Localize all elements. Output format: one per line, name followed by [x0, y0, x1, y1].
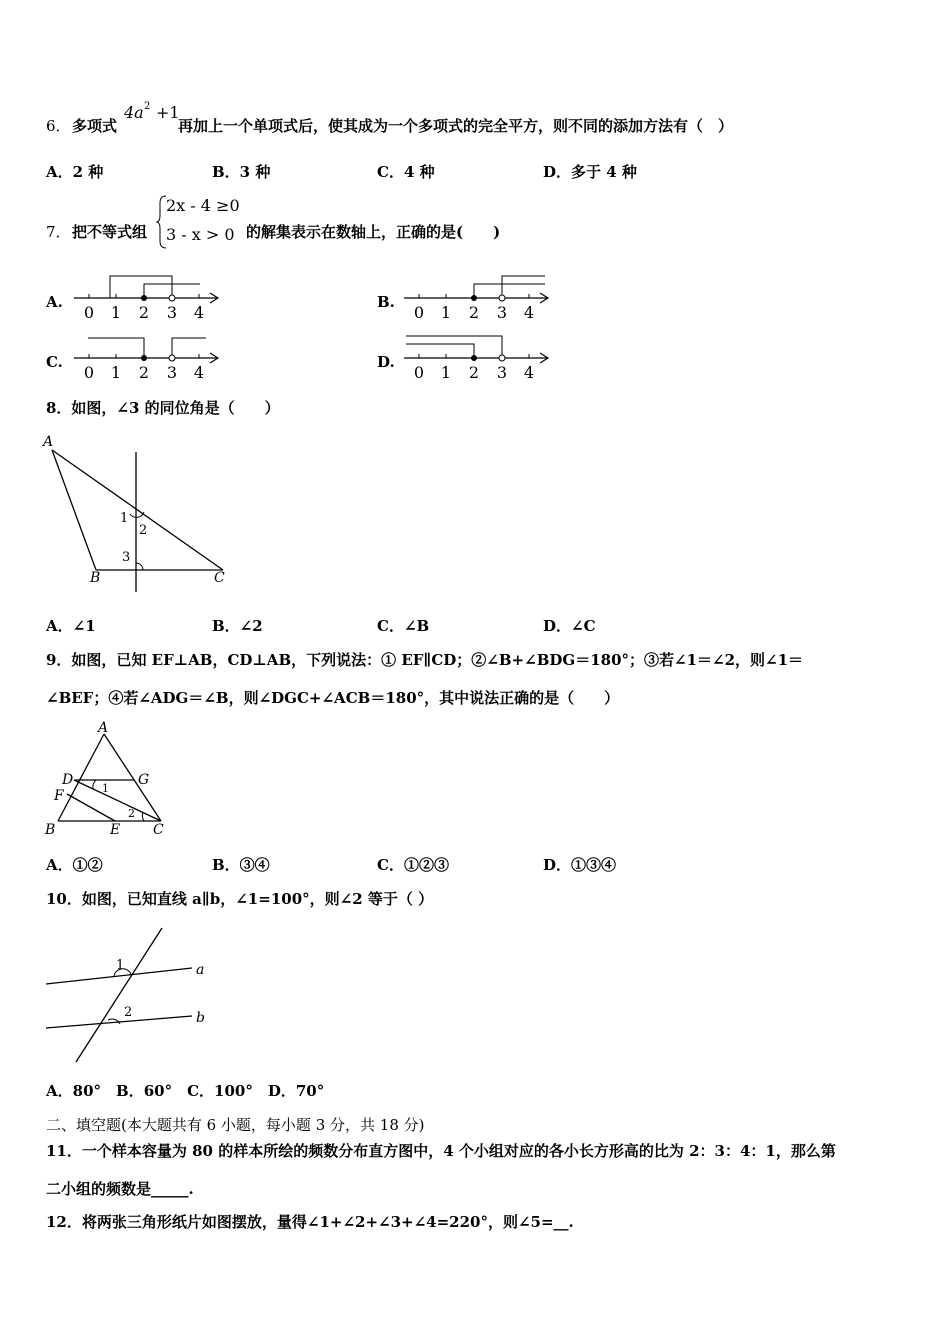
section-heading: 二、填空题(本大题共有 6 小题，每小题 3 分，共 18 分): [46, 1116, 425, 1134]
q6-option-a: A．2 种: [46, 163, 104, 181]
tick-label: 3: [496, 303, 508, 322]
q11-text-line1: 11．一个样本容量为 80 的样本所绘的频数分布直方图中，4 个小组对应的各小长方形高的比为 2：3：4：1，那么第: [46, 1142, 836, 1160]
q7-inequality-1: 2x - 4 ≥0: [166, 196, 240, 215]
tick-label: 1: [110, 363, 122, 382]
fig-label-a: A: [98, 720, 109, 736]
angle-label-1: 1: [102, 782, 109, 795]
q6-option-c: C．4 种: [377, 163, 435, 181]
tick-label: 3: [496, 363, 508, 382]
q7-option-a-label: A.: [46, 293, 63, 311]
tick-label: 1: [110, 303, 122, 322]
number-line-c: [70, 330, 230, 386]
fig-label-c: C: [153, 822, 164, 838]
q9-text-line2: ∠BEF；④若∠ADG＝∠B，则∠DGC+∠ACB＝180°，其中说法正确的是（ ）: [46, 689, 620, 707]
line-label-a: a: [196, 962, 205, 978]
tick-label: 2: [138, 303, 150, 322]
tick-label: 1: [440, 363, 452, 382]
q7-text-post: 的解集表示在数轴上，正确的是( ): [246, 223, 501, 241]
q8-option-c: C．∠B: [377, 617, 430, 635]
tick-label: 0: [413, 363, 425, 382]
angle-label-2: 2: [139, 523, 148, 538]
q7-text-pre: 把不等式组: [72, 223, 148, 241]
q10-text: 10．如图，已知直线 a∥b，∠1=100°，则∠2 等于（ ）: [46, 890, 434, 908]
q9-option-a: A．①②: [46, 856, 103, 874]
angle-label-2: 2: [124, 1005, 133, 1020]
fig-label-b: B: [45, 822, 56, 838]
q9-option-b: B．③④: [212, 856, 270, 874]
q7-option-d-label: D.: [377, 353, 395, 371]
q8-option-d: D．∠C: [543, 617, 596, 635]
q9-text-line1: 9．如图，已知 EF⊥AB，CD⊥AB，下列说法：① EF∥CD；②∠B+∠BDG＝180°；③若∠1＝∠2，则∠1＝: [46, 651, 804, 669]
q8-figure: [40, 430, 240, 590]
number-line-a: [70, 270, 230, 326]
tick-label: 3: [166, 303, 178, 322]
tick-label: 0: [83, 303, 95, 322]
fig-label-c: C: [214, 570, 225, 586]
q7-option-c-label: C.: [46, 353, 63, 371]
tick-label: 0: [413, 303, 425, 322]
tick-label: 4: [523, 363, 535, 382]
tick-label: 1: [440, 303, 452, 322]
q6-number: 6．: [46, 117, 71, 135]
angle-label-1: 1: [116, 958, 125, 973]
fig-label-b: B: [90, 570, 101, 586]
q8-option-a: A．∠1: [46, 617, 96, 635]
q8-text: 8．如图，∠3 的同位角是（ ）: [46, 399, 280, 417]
q6-option-d: D．多于 4 种: [543, 163, 637, 181]
line-label-b: b: [196, 1010, 205, 1026]
q11-text-line2: 二小组的频数是_____.: [46, 1180, 194, 1198]
fig-label-e: E: [110, 822, 121, 838]
angle-label-1: 1: [120, 511, 129, 526]
fig-label-f: F: [54, 788, 64, 804]
fig-label-g: G: [138, 772, 150, 788]
q8-option-b: B．∠2: [212, 617, 263, 635]
q6-expr-tail: +1: [156, 103, 180, 122]
angle-label-3: 3: [122, 550, 131, 565]
tick-label: 2: [468, 363, 480, 382]
number-line-d: [400, 330, 560, 386]
q6-expr-exp: 2: [144, 101, 151, 112]
angle-label-2: 2: [128, 807, 135, 820]
q6-expr-base: 4a: [124, 103, 144, 122]
q6-option-b: B．3 种: [212, 163, 271, 181]
tick-label: 2: [468, 303, 480, 322]
tick-label: 4: [523, 303, 535, 322]
q10-options: A．80° B．60° C．100° D．70°: [46, 1082, 325, 1100]
tick-label: 0: [83, 363, 95, 382]
q12-text: 12．将两张三角形纸片如图摆放，量得∠1+∠2+∠3+∠4=220°，则∠5=__.: [46, 1213, 574, 1231]
tick-label: 2: [138, 363, 150, 382]
q7-inequality-2: 3 - x > 0: [166, 225, 235, 244]
tick-label: 4: [193, 363, 205, 382]
fig-label-d: D: [62, 772, 74, 788]
q9-option-d: D．①③④: [543, 856, 617, 874]
tick-label: 4: [193, 303, 205, 322]
number-line-b: [400, 270, 560, 326]
q7-number: 7．: [46, 223, 71, 241]
q7-option-b-label: B.: [377, 293, 395, 311]
q10-figure: [40, 920, 220, 1070]
q9-option-c: C．①②③: [377, 856, 449, 874]
tick-label: 3: [166, 363, 178, 382]
q6-text-pre: 多项式: [72, 117, 118, 135]
q6-text-post: 再加上一个单项式后，使其成为一个多项式的完全平方，则不同的添加方法有（ ）: [178, 117, 734, 135]
q9-figure: [40, 718, 180, 840]
fig-label-a: A: [43, 434, 54, 450]
